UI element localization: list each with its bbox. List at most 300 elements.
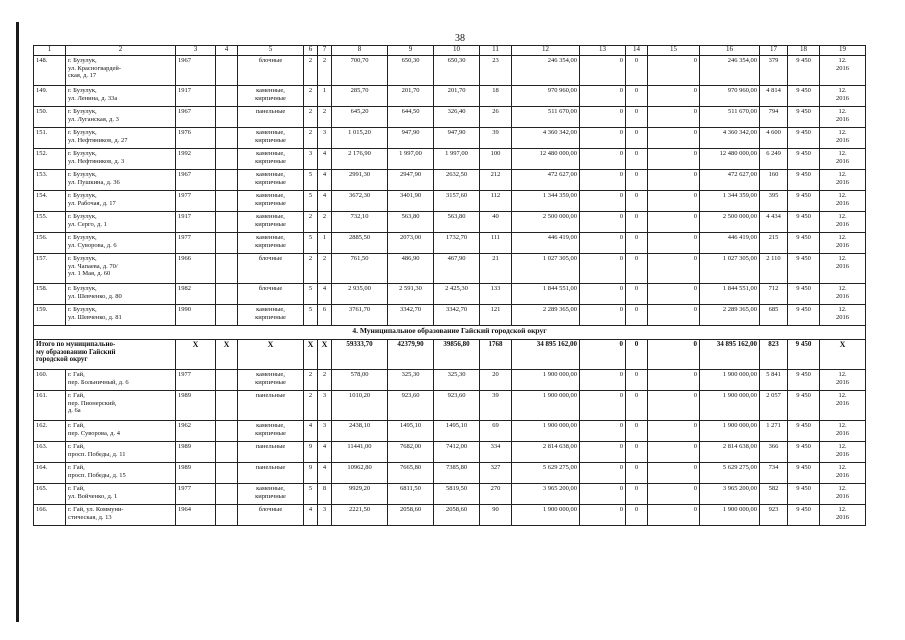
residents-cell: 334 — [480, 442, 512, 463]
total-x-col4: X — [216, 340, 238, 370]
deadline-cell: 12. 2016 — [820, 212, 866, 233]
col15-cell: 0 — [648, 149, 700, 170]
premises-area-cell: 2073,00 — [388, 233, 434, 254]
premises-area-cell: 486,90 — [388, 254, 434, 284]
address-cell: г. Гай, пер. Пионерский, д. 6а — [66, 391, 176, 421]
row-number-cell: 165. — [34, 484, 66, 505]
wall-material-cell: каменные, кирпичные — [238, 421, 304, 442]
table-row — [34, 505, 866, 526]
col14-cell: 0 — [626, 191, 648, 212]
col15-cell: 0 — [648, 370, 700, 391]
total-area-cell: 10962,80 — [332, 463, 388, 484]
col4-cell — [216, 484, 238, 505]
owners-funds-cell: 446 419,00 — [700, 233, 760, 254]
premises-area-cell: 923,60 — [388, 391, 434, 421]
wall-material-cell: каменные, кирпичные — [238, 233, 304, 254]
entrances-cell: 2 — [318, 107, 332, 128]
premises-area-cell: 6811,50 — [388, 484, 434, 505]
premises-area-cell: 3401,90 — [388, 191, 434, 212]
total-area-cell: 645,20 — [332, 107, 388, 128]
deadline-cell: 12. 2016 — [820, 107, 866, 128]
total-cost-cell: 3 965 200,00 — [512, 484, 580, 505]
entrances-cell: 4 — [318, 284, 332, 305]
col4-cell — [216, 370, 238, 391]
max-cost-cell: 9 450 — [788, 149, 820, 170]
column-number-10: 10 — [434, 46, 480, 56]
address-cell: г. Бузулук, ул. Рабочая, д. 17 — [66, 191, 176, 212]
year-cell: 1964 — [176, 505, 216, 526]
col15-cell: 0 — [648, 86, 700, 107]
residential-area-cell: 1 997,00 — [434, 149, 480, 170]
total-cost-cell: 1 027 305,00 — [512, 254, 580, 284]
unit-cost-cell: 6 249 — [760, 149, 788, 170]
total-area-cell: 1 015,20 — [332, 128, 388, 149]
unit-cost-cell: 379 — [760, 56, 788, 86]
floors-cell: 5 — [304, 305, 318, 326]
entrances-cell: 4 — [318, 191, 332, 212]
entrances-cell: 8 — [318, 484, 332, 505]
total-area-cell: 761,50 — [332, 254, 388, 284]
address-cell: г. Гай, пер. Больничный, д. 6 — [66, 370, 176, 391]
owners-funds-cell: 1 900 000,00 — [700, 370, 760, 391]
residents-cell: 21 — [480, 254, 512, 284]
col4-cell — [216, 191, 238, 212]
max-cost-cell: 9 450 — [788, 463, 820, 484]
table-row — [34, 284, 866, 305]
col4-cell — [216, 170, 238, 191]
column-number-8: 8 — [332, 46, 388, 56]
col4-cell — [216, 233, 238, 254]
floors-cell: 2 — [304, 254, 318, 284]
binding-line — [16, 22, 19, 622]
col4-cell — [216, 212, 238, 233]
column-number-3: 3 — [176, 46, 216, 56]
total-row — [34, 340, 866, 370]
residents-cell: 133 — [480, 284, 512, 305]
residents-cell: 100 — [480, 149, 512, 170]
row-number-cell: 155. — [34, 212, 66, 233]
entrances-cell: 2 — [318, 212, 332, 233]
housing-register-table — [33, 45, 866, 526]
col15-cell: 0 — [648, 505, 700, 526]
col13-cell: 0 — [580, 370, 626, 391]
col14-cell: 0 — [626, 284, 648, 305]
col14-cell: 0 — [626, 170, 648, 191]
premises-area-cell: 7665,80 — [388, 463, 434, 484]
col13-cell: 0 — [580, 107, 626, 128]
total-residential-sum: 39856,80 — [434, 340, 480, 370]
total-cost-cell: 446 419,00 — [512, 233, 580, 254]
table-row — [34, 305, 866, 326]
residential-area-cell: 1732,70 — [434, 233, 480, 254]
floors-cell: 2 — [304, 391, 318, 421]
address-cell: г. Бузулук, ул. Пушкина, д. 36 — [66, 170, 176, 191]
residents-cell: 111 — [480, 233, 512, 254]
deadline-cell: 12. 2016 — [820, 128, 866, 149]
max-cost-cell: 9 450 — [788, 128, 820, 149]
total-cost-cell: 1 900 000,00 — [512, 421, 580, 442]
total-residents-sum: 1768 — [480, 340, 512, 370]
total-premises-sum: 42379,90 — [388, 340, 434, 370]
residents-cell: 26 — [480, 107, 512, 128]
wall-material-cell: каменные, кирпичные — [238, 170, 304, 191]
column-number-9: 9 — [388, 46, 434, 56]
column-number-15: 15 — [648, 46, 700, 56]
deadline-cell: 12. 2016 — [820, 370, 866, 391]
row-number-cell: 164. — [34, 463, 66, 484]
total-area-sum: 59333,70 — [332, 340, 388, 370]
year-cell: 1977 — [176, 370, 216, 391]
col15-cell: 0 — [648, 56, 700, 86]
deadline-cell: 12. 2016 — [820, 442, 866, 463]
entrances-cell: 2 — [318, 56, 332, 86]
max-cost-cell: 9 450 — [788, 212, 820, 233]
col4-cell — [216, 505, 238, 526]
max-cost-cell: 9 450 — [788, 284, 820, 305]
unit-cost-cell: 712 — [760, 284, 788, 305]
owners-funds-cell: 2 289 365,00 — [700, 305, 760, 326]
col14-cell: 0 — [626, 212, 648, 233]
address-cell: г. Гай, пер. Суворова, д. 4 — [66, 421, 176, 442]
unit-cost-cell: 2 057 — [760, 391, 788, 421]
entrances-cell: 2 — [318, 254, 332, 284]
row-number-cell: 159. — [34, 305, 66, 326]
floors-cell: 4 — [304, 505, 318, 526]
max-cost-cell: 9 450 — [788, 305, 820, 326]
total-area-cell: 285,70 — [332, 86, 388, 107]
total-cost-cell: 970 960,00 — [512, 86, 580, 107]
residents-cell: 40 — [480, 212, 512, 233]
floors-cell: 9 — [304, 463, 318, 484]
column-number-14: 14 — [626, 46, 648, 56]
col15-cell: 0 — [648, 284, 700, 305]
wall-material-cell: каменные, кирпичные — [238, 212, 304, 233]
floors-cell: 5 — [304, 233, 318, 254]
residents-cell: 90 — [480, 505, 512, 526]
total-area-cell: 3761,70 — [332, 305, 388, 326]
table-row — [34, 484, 866, 505]
premises-area-cell: 7682,00 — [388, 442, 434, 463]
residents-cell: 39 — [480, 391, 512, 421]
max-cost-cell: 9 450 — [788, 191, 820, 212]
owners-funds-cell: 2 814 638,00 — [700, 442, 760, 463]
column-number-5: 5 — [238, 46, 304, 56]
col14-cell: 0 — [626, 305, 648, 326]
col13-cell: 0 — [580, 463, 626, 484]
total-owners-funds-sum: 34 895 162,00 — [700, 340, 760, 370]
col4-cell — [216, 149, 238, 170]
address-cell: г. Гай, просп. Победы, д. 15 — [66, 463, 176, 484]
owners-funds-cell: 1 900 000,00 — [700, 505, 760, 526]
max-cost-cell: 9 450 — [788, 421, 820, 442]
col15-cell: 0 — [648, 463, 700, 484]
residential-area-cell: 7412,00 — [434, 442, 480, 463]
year-cell: 1989 — [176, 442, 216, 463]
total-x-col3: X — [176, 340, 216, 370]
entrances-cell: 3 — [318, 391, 332, 421]
col4-cell — [216, 128, 238, 149]
table-row — [34, 56, 866, 86]
table-row — [34, 254, 866, 284]
address-cell: г. Гай, просп. Победы, д. 11 — [66, 442, 176, 463]
wall-material-cell: каменные, кирпичные — [238, 191, 304, 212]
year-cell: 1990 — [176, 305, 216, 326]
deadline-cell: 12. 2016 — [820, 149, 866, 170]
entrances-cell: 6 — [318, 305, 332, 326]
premises-area-cell: 947,90 — [388, 128, 434, 149]
residential-area-cell: 563,80 — [434, 212, 480, 233]
row-number-cell: 162. — [34, 421, 66, 442]
floors-cell: 2 — [304, 212, 318, 233]
deadline-cell: 12. 2016 — [820, 484, 866, 505]
section-header-row — [34, 326, 866, 340]
floors-cell: 4 — [304, 421, 318, 442]
wall-material-cell: панельные — [238, 442, 304, 463]
total-cost-cell: 472 627,00 — [512, 170, 580, 191]
total-area-cell: 3672,30 — [332, 191, 388, 212]
column-number-16: 16 — [700, 46, 760, 56]
premises-area-cell: 3342,70 — [388, 305, 434, 326]
column-number-1: 1 — [34, 46, 66, 56]
column-number-7: 7 — [318, 46, 332, 56]
entrances-cell: 3 — [318, 128, 332, 149]
entrances-cell: 4 — [318, 170, 332, 191]
floors-cell: 9 — [304, 442, 318, 463]
wall-material-cell: каменные, кирпичные — [238, 86, 304, 107]
total-col15: 0 — [648, 340, 700, 370]
col14-cell: 0 — [626, 56, 648, 86]
col14-cell: 0 — [626, 505, 648, 526]
column-number-11: 11 — [480, 46, 512, 56]
table-row — [34, 191, 866, 212]
residential-area-cell: 1495,10 — [434, 421, 480, 442]
col13-cell: 0 — [580, 421, 626, 442]
column-number-18: 18 — [788, 46, 820, 56]
unit-cost-cell: 794 — [760, 107, 788, 128]
year-cell: 1966 — [176, 254, 216, 284]
total-label-cell: Итого по муниципально- му образованию Гайский городской округ — [34, 340, 176, 370]
wall-material-cell: панельные — [238, 391, 304, 421]
floors-cell: 5 — [304, 484, 318, 505]
total-area-cell: 11441,00 — [332, 442, 388, 463]
col14-cell: 0 — [626, 370, 648, 391]
row-number-cell: 161. — [34, 391, 66, 421]
total-x-col7: X — [318, 340, 332, 370]
owners-funds-cell: 2 500 000,00 — [700, 212, 760, 233]
row-number-cell: 151. — [34, 128, 66, 149]
col15-cell: 0 — [648, 107, 700, 128]
owners-funds-cell: 12 480 000,00 — [700, 149, 760, 170]
col14-cell: 0 — [626, 128, 648, 149]
row-number-cell: 157. — [34, 254, 66, 284]
col13-cell: 0 — [580, 391, 626, 421]
col15-cell: 0 — [648, 442, 700, 463]
residents-cell: 212 — [480, 170, 512, 191]
row-number-cell: 150. — [34, 107, 66, 128]
unit-cost-cell: 685 — [760, 305, 788, 326]
address-cell: г. Гай, ул. Войченко, д. 1 — [66, 484, 176, 505]
total-x-col19: X — [820, 340, 866, 370]
unit-cost-cell: 160 — [760, 170, 788, 191]
col13-cell: 0 — [580, 212, 626, 233]
residential-area-cell: 326,40 — [434, 107, 480, 128]
owners-funds-cell: 5 629 275,00 — [700, 463, 760, 484]
col14-cell: 0 — [626, 233, 648, 254]
total-cost-cell: 1 900 000,00 — [512, 370, 580, 391]
col14-cell: 0 — [626, 86, 648, 107]
floors-cell: 5 — [304, 170, 318, 191]
col14-cell: 0 — [626, 442, 648, 463]
total-col14: 0 — [626, 340, 648, 370]
col15-cell: 0 — [648, 233, 700, 254]
col14-cell: 0 — [626, 149, 648, 170]
unit-cost-cell: 582 — [760, 484, 788, 505]
residential-area-cell: 467,90 — [434, 254, 480, 284]
premises-area-cell: 644,50 — [388, 107, 434, 128]
row-number-cell: 154. — [34, 191, 66, 212]
entrances-cell: 4 — [318, 442, 332, 463]
col4-cell — [216, 442, 238, 463]
col13-cell: 0 — [580, 149, 626, 170]
total-cost-cell: 1 844 551,00 — [512, 284, 580, 305]
row-number-cell: 152. — [34, 149, 66, 170]
total-unit-cost: 823 — [760, 340, 788, 370]
page-number: 38 — [455, 33, 465, 44]
residential-area-cell: 2632,50 — [434, 170, 480, 191]
wall-material-cell: каменные, кирпичные — [238, 149, 304, 170]
year-cell: 1967 — [176, 107, 216, 128]
col4-cell — [216, 254, 238, 284]
residential-area-cell: 3157,60 — [434, 191, 480, 212]
residents-cell: 112 — [480, 191, 512, 212]
deadline-cell: 12. 2016 — [820, 421, 866, 442]
section-title: 4. Муниципальное образование Гайский городской округ — [34, 326, 866, 340]
year-cell: 1917 — [176, 86, 216, 107]
total-cost-cell: 2 289 365,00 — [512, 305, 580, 326]
total-cost-sum: 34 895 162,00 — [512, 340, 580, 370]
col4-cell — [216, 463, 238, 484]
max-cost-cell: 9 450 — [788, 442, 820, 463]
max-cost-cell: 9 450 — [788, 254, 820, 284]
address-cell: г. Бузулук, ул. Луганская, д. 3 — [66, 107, 176, 128]
floors-cell: 3 — [304, 149, 318, 170]
table-row — [34, 391, 866, 421]
col13-cell: 0 — [580, 505, 626, 526]
total-cost-cell: 12 480 000,00 — [512, 149, 580, 170]
total-max-cost: 9 450 — [788, 340, 820, 370]
wall-material-cell: каменные, кирпичные — [238, 128, 304, 149]
col14-cell: 0 — [626, 484, 648, 505]
col14-cell: 0 — [626, 107, 648, 128]
unit-cost-cell: 5 841 — [760, 370, 788, 391]
col15-cell: 0 — [648, 254, 700, 284]
col4-cell — [216, 107, 238, 128]
col13-cell: 0 — [580, 442, 626, 463]
col13-cell: 0 — [580, 128, 626, 149]
max-cost-cell: 9 450 — [788, 484, 820, 505]
owners-funds-cell: 1 900 000,00 — [700, 421, 760, 442]
residential-area-cell: 923,60 — [434, 391, 480, 421]
col14-cell: 0 — [626, 391, 648, 421]
address-cell: г. Бузулук, ул. Шевченко, д. 81 — [66, 305, 176, 326]
residential-area-cell: 7385,80 — [434, 463, 480, 484]
max-cost-cell: 9 450 — [788, 370, 820, 391]
entrances-cell: 4 — [318, 149, 332, 170]
premises-area-cell: 650,30 — [388, 56, 434, 86]
deadline-cell: 12. 2016 — [820, 86, 866, 107]
deadline-cell: 12. 2016 — [820, 254, 866, 284]
max-cost-cell: 9 450 — [788, 233, 820, 254]
column-number-6: 6 — [304, 46, 318, 56]
entrances-cell: 2 — [318, 370, 332, 391]
max-cost-cell: 9 450 — [788, 56, 820, 86]
col4-cell — [216, 305, 238, 326]
max-cost-cell: 9 450 — [788, 391, 820, 421]
col15-cell: 0 — [648, 305, 700, 326]
address-cell: г. Бузулук, ул. Чапаева, д. 70/ ул. 1 Мая, д. 60 — [66, 254, 176, 284]
owners-funds-cell: 511 670,00 — [700, 107, 760, 128]
floors-cell: 2 — [304, 56, 318, 86]
address-cell: г. Бузулук, ул. Нефтяников, д. 27 — [66, 128, 176, 149]
owners-funds-cell: 3 965 200,00 — [700, 484, 760, 505]
max-cost-cell: 9 450 — [788, 170, 820, 191]
wall-material-cell: блочные — [238, 254, 304, 284]
total-col13: 0 — [580, 340, 626, 370]
residential-area-cell: 325,30 — [434, 370, 480, 391]
residential-area-cell: 2058,60 — [434, 505, 480, 526]
entrances-cell: 3 — [318, 421, 332, 442]
total-cost-cell: 2 500 000,00 — [512, 212, 580, 233]
deadline-cell: 12. 2016 — [820, 305, 866, 326]
total-area-cell: 732,10 — [332, 212, 388, 233]
col13-cell: 0 — [580, 484, 626, 505]
row-number-cell: 158. — [34, 284, 66, 305]
year-cell: 1977 — [176, 233, 216, 254]
wall-material-cell: каменные, кирпичные — [238, 305, 304, 326]
col13-cell: 0 — [580, 56, 626, 86]
col15-cell: 0 — [648, 421, 700, 442]
total-area-cell: 2438,10 — [332, 421, 388, 442]
table-row — [34, 463, 866, 484]
unit-cost-cell: 734 — [760, 463, 788, 484]
deadline-cell: 12. 2016 — [820, 170, 866, 191]
col14-cell: 0 — [626, 254, 648, 284]
table-body — [34, 46, 866, 526]
residential-area-cell: 2 425,30 — [434, 284, 480, 305]
total-cost-cell: 1 344 359,00 — [512, 191, 580, 212]
deadline-cell: 12. 2016 — [820, 233, 866, 254]
col13-cell: 0 — [580, 233, 626, 254]
floors-cell: 5 — [304, 284, 318, 305]
total-area-cell: 578,00 — [332, 370, 388, 391]
col4-cell — [216, 284, 238, 305]
table-row — [34, 149, 866, 170]
total-area-cell: 9929,20 — [332, 484, 388, 505]
address-cell: г. Бузулук, ул. Серго, д. 1 — [66, 212, 176, 233]
residential-area-cell: 947,90 — [434, 128, 480, 149]
row-number-cell: 156. — [34, 233, 66, 254]
col15-cell: 0 — [648, 212, 700, 233]
row-number-cell: 153. — [34, 170, 66, 191]
col13-cell: 0 — [580, 191, 626, 212]
column-number-row — [34, 46, 866, 56]
unit-cost-cell: 1 271 — [760, 421, 788, 442]
table-row — [34, 233, 866, 254]
premises-area-cell: 2 591,30 — [388, 284, 434, 305]
floors-cell: 2 — [304, 107, 318, 128]
wall-material-cell: блочные — [238, 56, 304, 86]
total-area-cell: 1010,20 — [332, 391, 388, 421]
